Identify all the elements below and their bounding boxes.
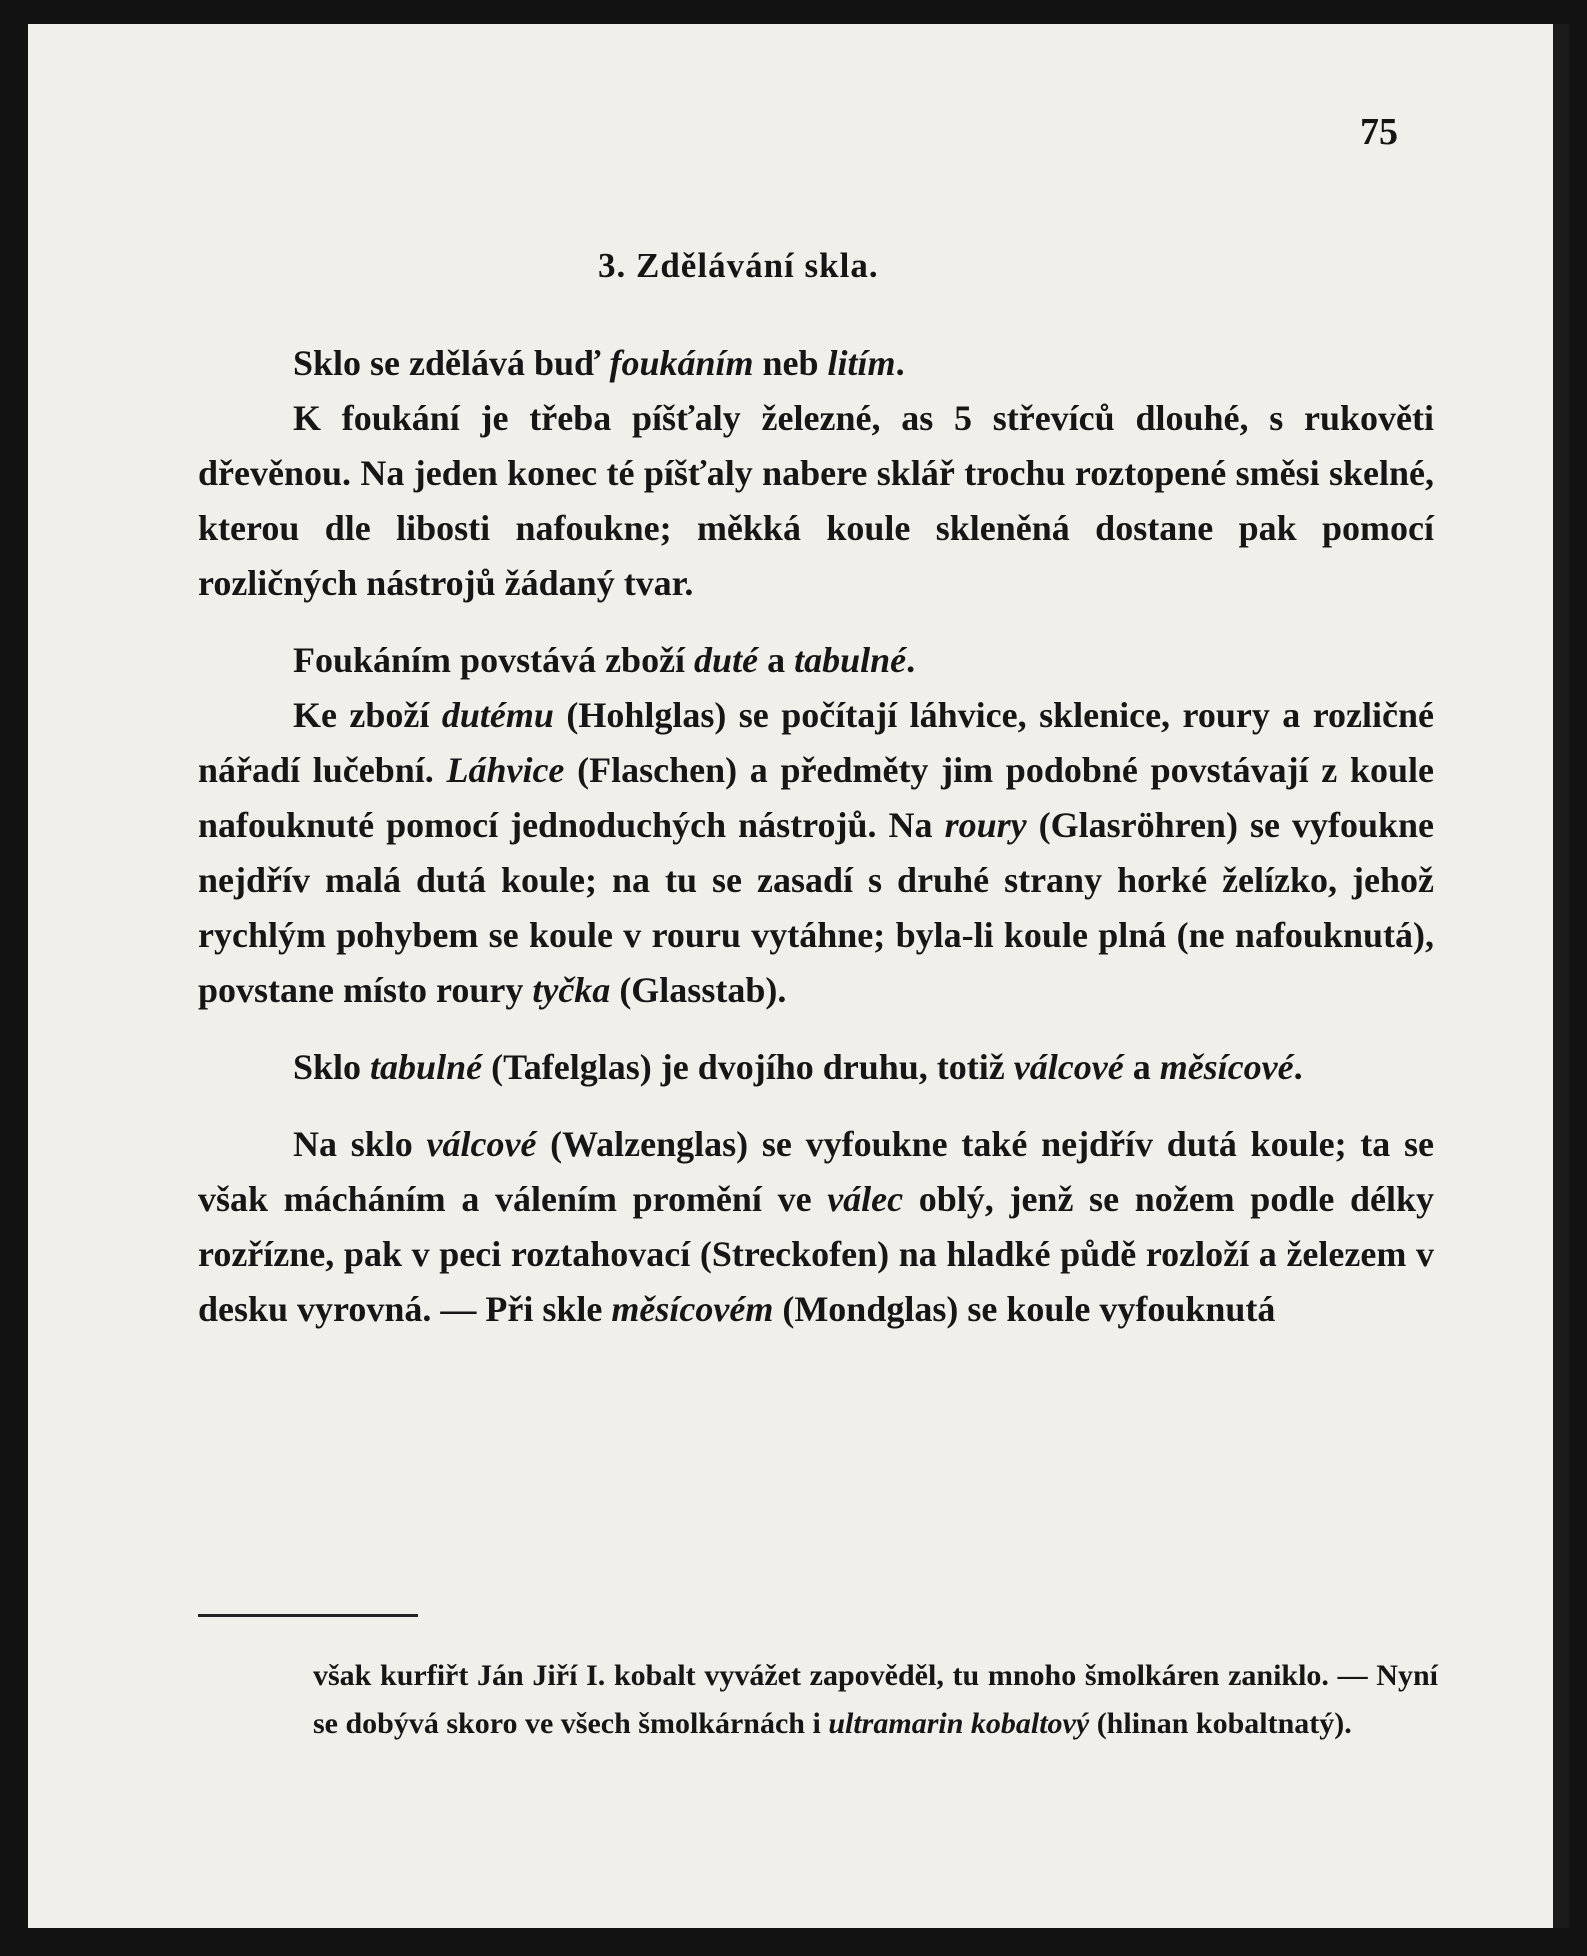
text-run: však kurfiřt Ján Jiří I. kobalt vyvážet zapověděl, tu mnoho šmolkáren zaniklo. — Nyní se dobývá skoro ve všech šmolkárnách i <box>313 1659 1438 1740</box>
footnote <box>313 1652 1438 1748</box>
text-run: neb <box>753 343 828 383</box>
italic-term: Láhvice <box>446 750 565 790</box>
paragraph-1 <box>198 336 1434 391</box>
paragraph-5 <box>198 1040 1434 1095</box>
italic-term: měsícovém <box>611 1289 774 1329</box>
scan-border <box>1553 24 1569 1928</box>
italic-term: foukáním <box>609 343 754 383</box>
italic-term: duté <box>694 640 759 680</box>
italic-term: dutému <box>441 695 554 735</box>
text-run: (Walzenglas) se vyfoukne také nejdřív dutá koule; ta se však mácháním a válením promění ve <box>198 1124 1435 1219</box>
text-run: Sklo <box>293 1047 371 1087</box>
italic-term: tabulné <box>794 640 907 680</box>
scanned-page <box>28 24 1560 1928</box>
page-number: 75 <box>1360 111 1398 153</box>
paragraph-4 <box>198 688 1434 1018</box>
text-run: Ke zboží <box>293 695 442 735</box>
italic-term: ultramarin kobaltový <box>828 1707 1090 1740</box>
text-run: . <box>906 640 916 680</box>
text-run: . <box>895 343 905 383</box>
footnote-text <box>313 1652 1438 1748</box>
italic-term: roury <box>944 805 1027 845</box>
body-text <box>198 336 1434 1337</box>
section-title: 3. Zdělávání skla. <box>598 246 879 285</box>
italic-term: litím <box>827 343 896 383</box>
text-run: (Hohlglas) se počítají láhvice, sklenice, roury a rozličné nářadí lučební. <box>198 695 1435 790</box>
text-run: (Glasröhren) se vyfoukne nejdřív malá dutá koule; na tu se zasadí s druhé strany horké želízko, jehož rychlým pohybem se koule v rouru vytáhne; byla-li koule plná (ne nafouknutá), povstane místo roury <box>198 805 1434 1010</box>
italic-term: válcové <box>1013 1047 1124 1087</box>
footnote-divider <box>198 1614 418 1617</box>
text-run: . <box>1293 1047 1303 1087</box>
text-run: (Mondglas) se koule vyfouknutá <box>773 1289 1276 1329</box>
text-run: (hlinan kobaltnatý). <box>1089 1707 1352 1740</box>
text-run: oblý, jenž se nožem podle délky rozřízne, pak v peci roztahovací (Streckofen) na hladké půdě rozloží a železem v desku vyrovná. — Při skle <box>198 1179 1434 1329</box>
italic-term: tabulné <box>370 1047 483 1087</box>
text-run: a <box>1123 1047 1160 1087</box>
italic-term: válcové <box>426 1124 537 1164</box>
text-run: (Flaschen) a předměty jim podobné povstávají z koule nafouknuté pomocí jednoduchých nástrojů. Na <box>198 750 1434 845</box>
paragraph-6 <box>198 1117 1434 1337</box>
text-run: Sklo se zdělává buď <box>293 343 610 383</box>
text-run: (Glasstab). <box>610 970 787 1010</box>
text-run: Na sklo <box>293 1124 427 1164</box>
italic-term: válec <box>827 1179 904 1219</box>
italic-term: tyčka <box>532 970 611 1010</box>
paragraph-2: K foukání je třeba píšťaly železné, as 5 střevíců dlouhé, s rukověti dřevěnou. Na jeden konec té píšťaly nabere sklář trochu roztopené směsi skelné, kterou dle libosti nafoukne; měkká koule skleněná dostane pak pomocí rozličných nástrojů žádaný tvar. <box>198 398 1434 603</box>
text-run: Foukáním povstává zboží <box>293 640 695 680</box>
text-run: a <box>758 640 795 680</box>
paragraph-3 <box>198 633 1434 688</box>
text-run: (Tafelglas) je dvojího druhu, totiž <box>482 1047 1014 1087</box>
italic-term: měsícové <box>1159 1047 1294 1087</box>
